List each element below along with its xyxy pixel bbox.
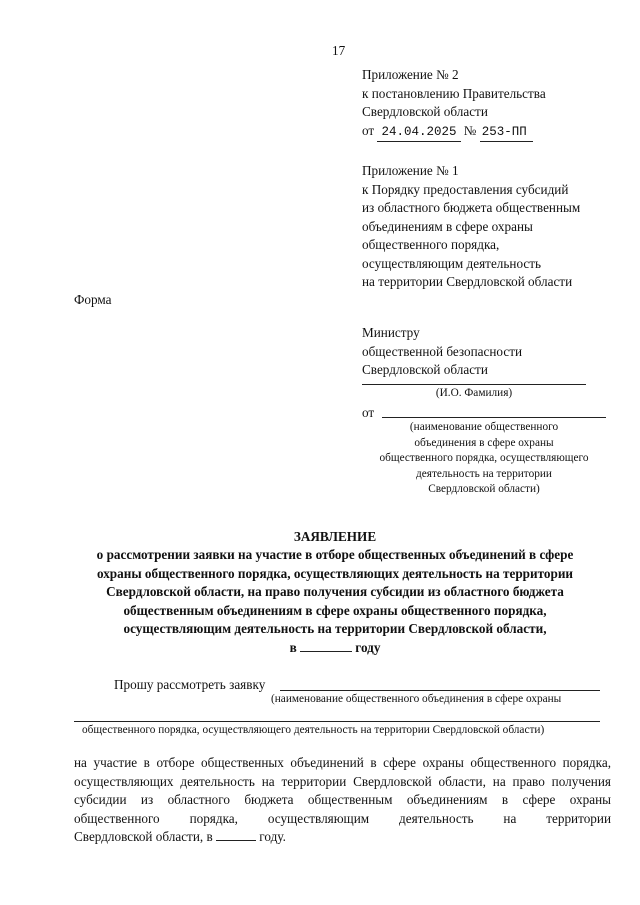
statement-year-line — [40, 639, 630, 658]
appendix-1-line: общественного порядка, — [362, 237, 500, 252]
year-blank — [300, 639, 352, 652]
appendix-1-header — [362, 162, 580, 292]
fio-blank-line — [362, 384, 586, 385]
from-blank-line — [382, 417, 606, 418]
appendix-2-line-1: Приложение № 2 — [362, 67, 459, 82]
org-hint-line: Свердловской области) — [428, 483, 540, 496]
resolution-number: 253-ПП — [480, 123, 533, 143]
addressee-line: общественной безопасности — [362, 343, 523, 359]
addressee-line: Свердловской области — [362, 362, 488, 377]
last-line-prefix: Свердловской области, в — [74, 829, 213, 844]
request-blank-line-2 — [74, 721, 600, 722]
addressee-line: Министру — [362, 325, 420, 340]
last-line-suffix: году. — [259, 829, 286, 844]
org-hint — [362, 420, 606, 498]
addressee-block — [362, 324, 522, 380]
appendix-2-line-3: Свердловской области — [362, 104, 488, 119]
org-hint-line: (наименование общественного — [409, 421, 559, 433]
org-hint-line: объединения в сфере охраны — [414, 436, 554, 449]
appendix-2-line-2: к постановлению Правительства — [362, 85, 546, 101]
statement-title: ЗАЯВЛЕНИЕ — [293, 529, 377, 544]
paragraph-line: на участие в отборе общественных объединений в сфере охраны общественного порядка, — [74, 755, 611, 770]
from-prefix: от — [362, 405, 375, 420]
paragraph-line: субсидии из областного бюджета общественным объединениям в сфере охраны — [74, 792, 611, 807]
date-prefix: от — [362, 122, 375, 138]
statement-subtitle — [40, 546, 630, 657]
appendix-2-header — [362, 66, 546, 142]
page-number: 17 — [332, 43, 346, 58]
resolution-date: 24.04.2025 — [377, 123, 460, 143]
body-paragraph — [74, 754, 611, 847]
paragraph-line: общественного порядка, осуществляющим деятельность на территории — [74, 810, 611, 826]
subtitle-line: общественным объединениям в сфере охраны общественного порядка, — [123, 602, 547, 618]
subtitle-line: осуществляющим деятельность на территории Свердловской области, — [123, 621, 547, 636]
request-hint-line-2: общественного порядка, осуществляющего деятельность на территории Свердловской области) — [82, 724, 545, 736]
appendix-1-line: объединениям в сфере охраны — [362, 218, 533, 234]
subtitle-line: Свердловской области, на право получения субсидии из областного бюджета — [106, 584, 564, 599]
request-lead: Прошу рассмотреть заявку — [114, 677, 266, 692]
appendix-1-line: к Порядку предоставления субсидий — [362, 181, 569, 197]
form-label: Форма — [74, 292, 112, 307]
appendix-1-line: из областного бюджета общественным — [362, 200, 581, 215]
request-hint-line-1: (наименование общественного объединения в сфере охраны — [271, 693, 562, 705]
year-prefix: в — [289, 639, 297, 655]
org-hint-line: деятельность на территории — [416, 467, 552, 480]
request-blank-line — [280, 690, 600, 691]
resolution-date-line — [362, 122, 546, 143]
year-blank-body — [216, 828, 256, 841]
fio-hint: (И.О. Фамилия) — [435, 387, 513, 399]
subtitle-line: охраны общественного порядка, осуществляющих деятельность на территории — [96, 565, 574, 581]
paragraph-line: осуществляющих деятельность на территории Свердловской области, на право получения — [74, 773, 611, 789]
org-hint-line: общественного порядка, осуществляющего — [379, 452, 589, 465]
paragraph-last-line — [74, 828, 611, 847]
appendix-1-line: на территории Свердловской области — [362, 274, 573, 289]
appendix-1-line: Приложение № 1 — [362, 163, 459, 178]
subtitle-line: о рассмотрении заявки на участие в отборе общественных объединений в сфере — [96, 547, 574, 562]
year-suffix: году — [355, 639, 381, 655]
number-prefix: № — [463, 122, 477, 138]
appendix-1-line: осуществляющим деятельность — [362, 255, 542, 271]
